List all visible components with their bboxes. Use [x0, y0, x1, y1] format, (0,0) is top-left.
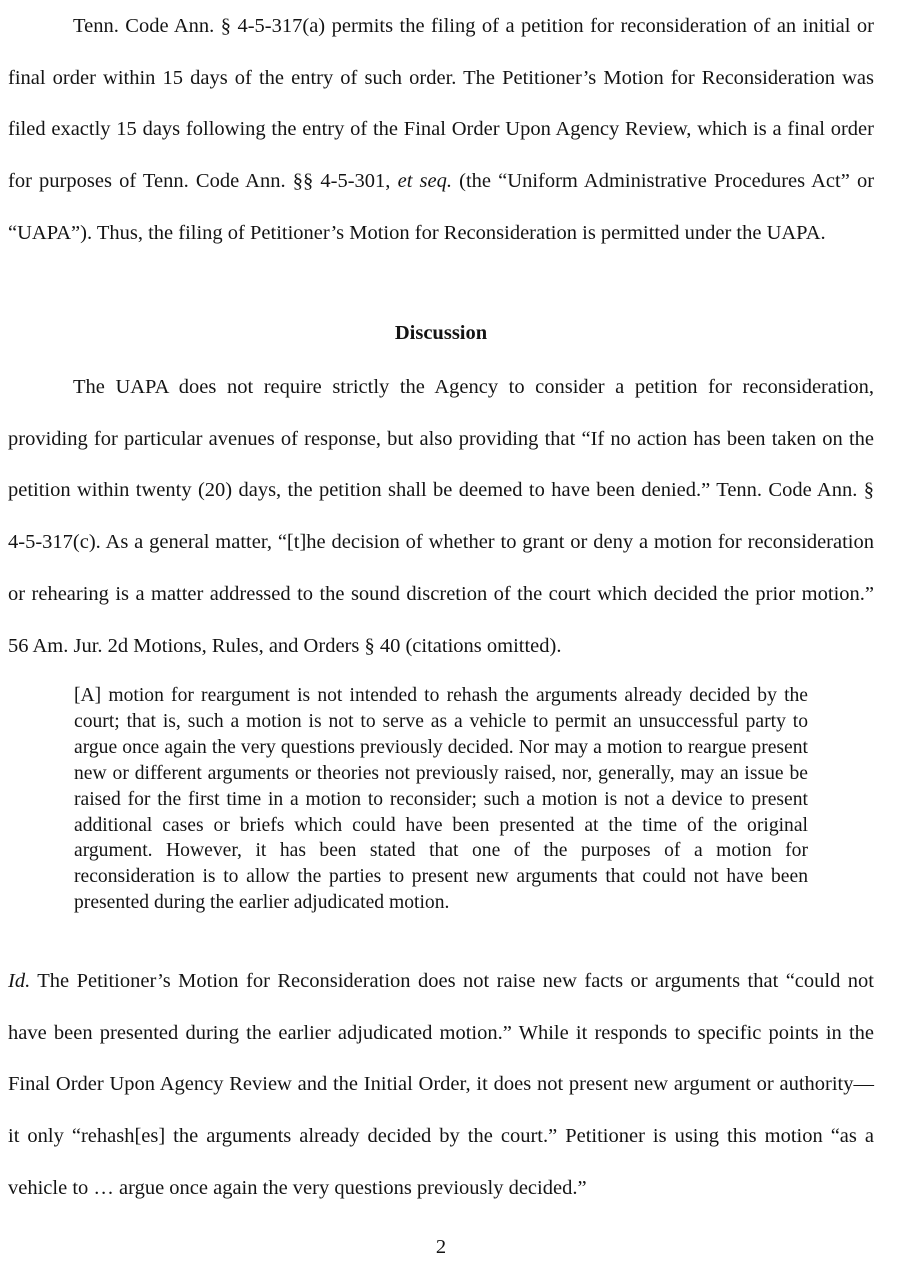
section-heading-discussion: Discussion — [394, 322, 488, 344]
id-citation: Id. — [8, 970, 31, 992]
paragraph-1-text: Tenn. Code Ann. § 4-5-317(a) permits the filing of a petition for reconsideration of an initial or final order within 15 days of the entry of such order. The Petitioner’s Motion for Reconsideration was filed exactly 15 days following the entry of the Final Order Upon Agency Review, which is a final order for purposes of Tenn. Code Ann. §§ 4-5-301, — [8, 15, 874, 193]
paragraph-1-end-text: (the “Uniform Administrative Procedures Act” or “UAPA”). Thus, the filing of Petitioner’s Motion for Reconsideration is permitted under the UAPA. — [8, 170, 875, 244]
page-number: 2 — [435, 1236, 447, 1258]
et-seq-citation: et seq. — [397, 170, 452, 193]
paragraph-conclusion — [8, 956, 874, 1215]
paragraph-3-text: The Petitioner’s Motion for Reconsideration does not raise new facts or arguments that “could not have been presented during the earlier adjudicated motion.” While it responds to specific points in the Final Order Upon Agency Review and the Initial Order, it does not present new argument or authority—it only “rehash[es] the arguments already decided by the court.” Petitioner is using this motion “as a vehicle to … argue once again the very questions previously decided.” — [8, 970, 874, 1199]
paragraph-timeliness — [8, 1, 874, 260]
paragraph-discussion: The UAPA does not require strictly the Agency to consider a petition for reconsideration, providing for particular avenues of response, but also providing that “If no action has been taken on the petition within twenty (20) days, the petition shall be deemed to have been denied.” Tenn. Code Ann. § 4-5-317(c). As a general matter, “[t]he decision of whether to grant or deny a motion for reconsideration or rehearing is a matter addressed to the sound discretion of the court which decided the prior motion.” 56 Am. Jur. 2d Motions, Rules, and Orders § 40 (citations omitted). — [8, 376, 874, 657]
block-quote: [A] motion for reargument is not intended to rehash the arguments already decided by the court; that is, such a motion is not to serve as a vehicle to permit an unsuccessful party to argue once again the very questions previously decided. Nor may a motion to reargue present new or different arguments or theories not previously raised, nor, generally, may an issue be raised for the first time in a motion to reconsider; such a motion is not a device to present additional cases or briefs which could have been presented at the time of the original argument. However, it has been stated that one of the purposes of a motion for reconsideration is to allow the parties to present new arguments that could not have been presented during the earlier adjudicated motion. — [74, 685, 808, 914]
